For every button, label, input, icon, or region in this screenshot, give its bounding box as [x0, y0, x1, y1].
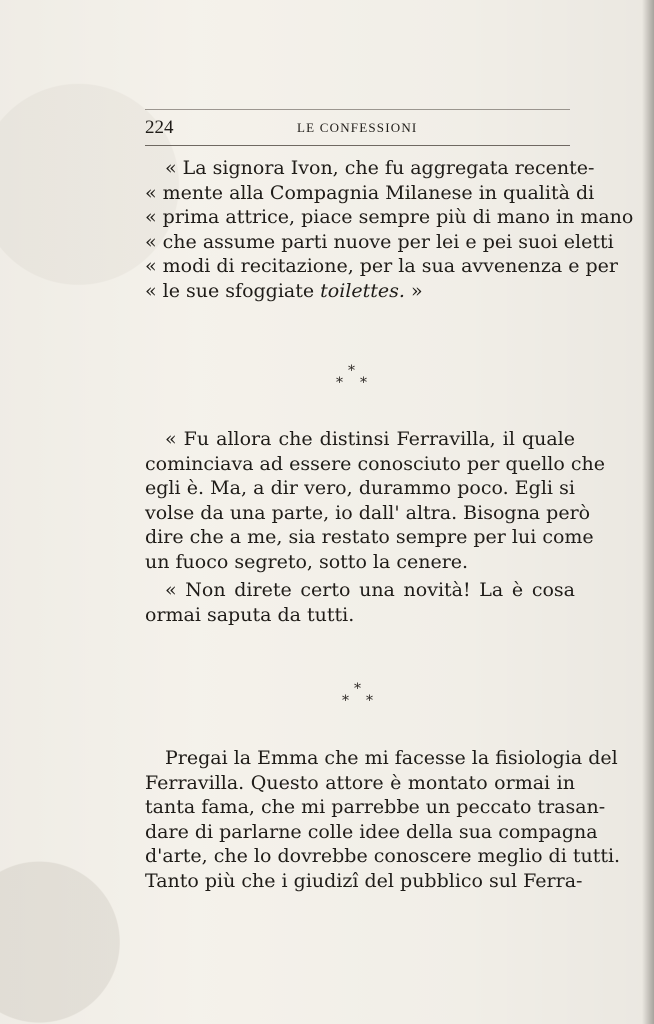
- ferravilla-paragraph: [145, 427, 605, 574]
- text-line: volse da una parte, io dall' altra. Bisogna però: [145, 501, 591, 524]
- italic-word: toilettes.: [320, 279, 405, 302]
- page-number: 224: [145, 117, 174, 138]
- text-line: dare di parlarne colle idee della sua compagna: [145, 820, 598, 843]
- text-line: tanta fama, che mi parrebbe un peccato trasan-: [145, 796, 606, 818]
- asterism-star-right: *: [366, 693, 373, 709]
- final-paragraph: [145, 746, 621, 893]
- text-line-with-italic: [145, 279, 575, 304]
- text-line: Tanto più che i giudizî del pubblico sul Ferra-: [145, 869, 583, 892]
- asterism-star-right: *: [360, 375, 367, 391]
- text-line: « Fu allora che distinsi Ferravilla, il quale: [165, 428, 575, 450]
- asterism-star-top: *: [348, 363, 355, 379]
- text-line: Pregai la Emma che mi facesse la fisiologia del: [165, 747, 618, 769]
- text-line: un fuoco segreto, sotto la cenere.: [145, 550, 469, 573]
- text-line: d'arte, che lo dovrebbe conoscere meglio di tutti.: [145, 845, 621, 867]
- text-line: « mente alla Compagnia Milanese in qualità di: [145, 181, 595, 204]
- text-line: « Non direte certo una novità! La è cosa: [165, 579, 575, 601]
- header-bottom-rule: [145, 145, 570, 146]
- asterism-star-left: *: [342, 693, 349, 709]
- page-header: [145, 116, 571, 140]
- asterism-star-left: *: [336, 375, 343, 391]
- text-fragment: « le sue sfoggiate: [145, 279, 321, 302]
- asterism-divider: [324, 364, 384, 392]
- page-edge-shadow: [642, 0, 654, 1024]
- text-line: « che assume parti nuove per lei e pei suoi eletti: [145, 230, 614, 253]
- asterism-divider: [330, 682, 390, 710]
- text-line: ormai saputa da tutti.: [145, 603, 355, 626]
- text-line: dire che a me, sia restato sempre per lui come: [145, 526, 594, 548]
- text-line: « prima attrice, piace sempre più di mano in mano: [145, 206, 634, 228]
- reply-paragraph: [145, 578, 575, 627]
- text-line: cominciava ad essere conosciuto per quello che: [145, 452, 605, 475]
- running-title: LE CONFESSIONI: [297, 120, 418, 135]
- text-line: « La signora Ivon, che fu aggregata recente-: [165, 157, 595, 179]
- header-top-rule: [145, 109, 570, 110]
- text-line: « modi di recitazione, per la sua avvenenza e per: [145, 255, 619, 277]
- asterism-star-top: *: [354, 681, 361, 697]
- quoted-review-paragraph: [145, 156, 634, 303]
- text-line: Ferravilla. Questo attore è montato ormai in: [145, 771, 575, 794]
- text-line: egli è. Ma, a dir vero, durammo poco. Egli si: [145, 477, 575, 499]
- closing-quote: »: [404, 279, 423, 302]
